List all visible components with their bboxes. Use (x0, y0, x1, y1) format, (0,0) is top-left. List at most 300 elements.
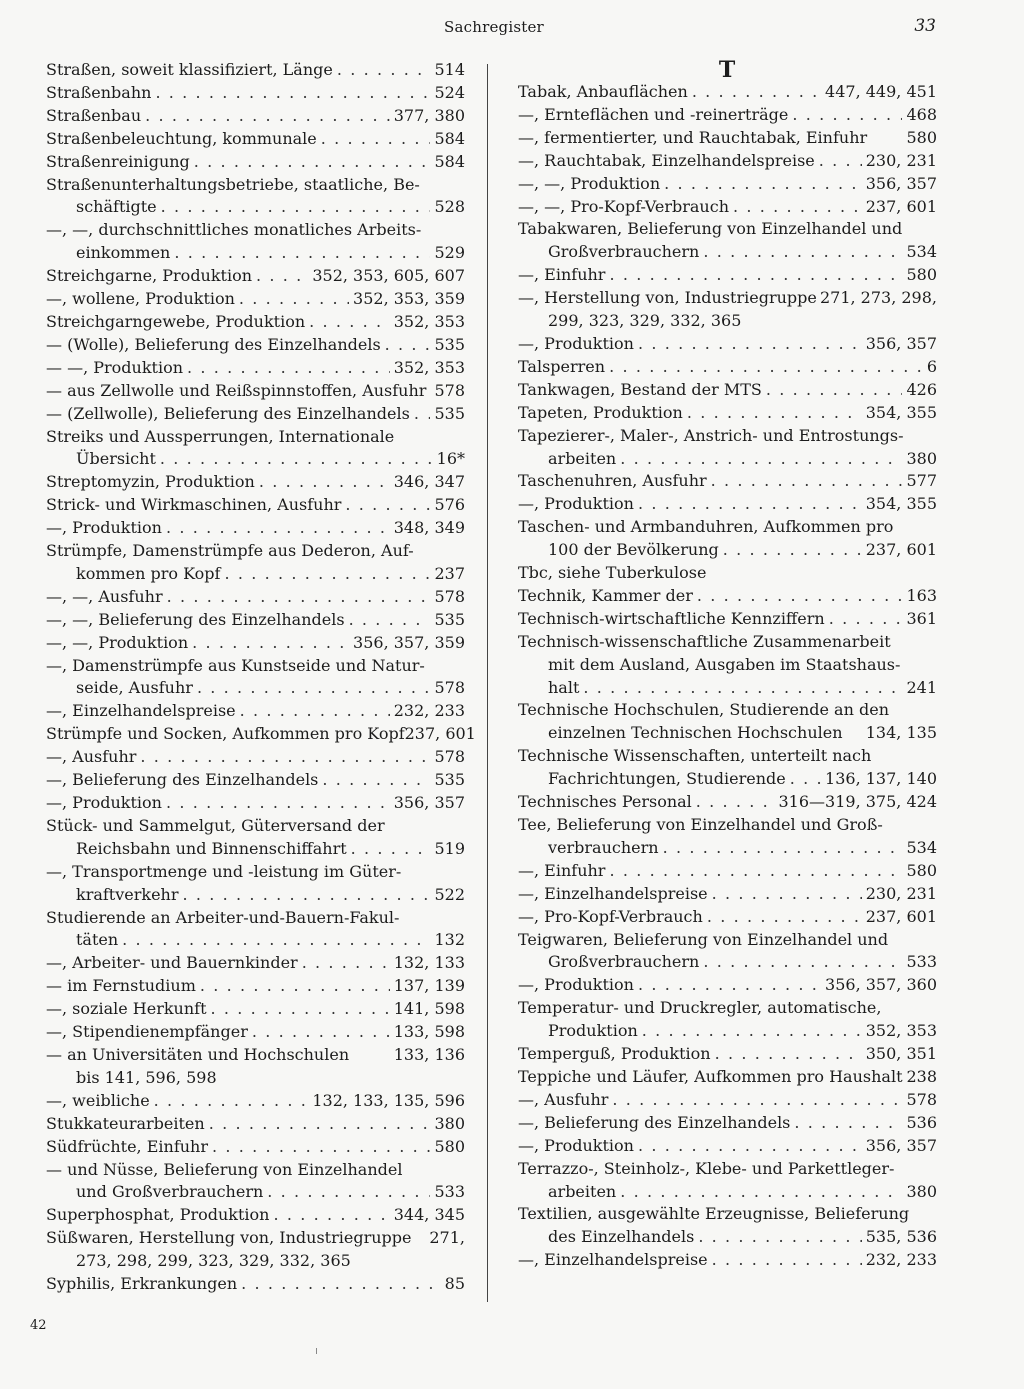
entry-term: —, Produktion (518, 975, 634, 995)
entry-term: —, —, Ausfuhr (46, 586, 163, 606)
entry-term: 273, 298, 299, 323, 329, 332, 365 (76, 1251, 351, 1271)
entry-term: Produktion (548, 1021, 638, 1041)
entry-pages: 535, 536 (865, 1227, 937, 1247)
leader-dots (663, 837, 903, 860)
entry-pages: 528 (434, 197, 465, 217)
leader-dots (224, 563, 430, 586)
index-entry (518, 860, 937, 883)
leader-dots (715, 1043, 862, 1066)
index-entry (518, 81, 937, 104)
entry-term: —, Produktion (46, 793, 162, 812)
leader-dots (790, 768, 821, 791)
index-entry (46, 357, 465, 380)
index-entry (46, 907, 465, 953)
leader-dots (321, 128, 431, 151)
entry-line (518, 608, 937, 631)
index-entry (46, 998, 465, 1021)
entry-pages: 576 (434, 495, 465, 515)
entry-term: des Einzelhandels (548, 1227, 695, 1247)
entry-pages: 134, 135 (865, 723, 937, 743)
entry-pages: 237, 601 (865, 196, 937, 216)
entry-line (46, 196, 465, 219)
entry-pages: 232, 233 (393, 701, 465, 721)
index-entry (46, 861, 465, 907)
entry-pages: 535 (434, 770, 465, 790)
leader-dots (273, 1204, 389, 1227)
entry-line (518, 104, 937, 127)
entry-pages: 580 (906, 127, 937, 147)
entry-line (518, 974, 937, 997)
index-entry (518, 470, 937, 493)
leader-dots (337, 59, 431, 82)
entry-line (46, 1021, 465, 1044)
leader-dots (200, 975, 390, 998)
entry-term: Technik, Kammer der (518, 585, 693, 605)
entry-line (46, 174, 465, 197)
entry-line (518, 1226, 937, 1249)
entry-term: Temperatur- und Druckregler, automatische, (518, 998, 882, 1018)
leader-dots (194, 151, 431, 174)
leader-dots (792, 104, 902, 127)
entry-pages: 356, 357 (865, 173, 937, 193)
leader-dots (642, 1020, 862, 1043)
entry-line (46, 769, 465, 792)
entry-line (518, 333, 937, 356)
index-entry (46, 792, 465, 815)
entry-term: —, Einzelhandelspreise (518, 883, 708, 903)
index-entry (518, 127, 937, 150)
index-entry (46, 288, 465, 311)
entry-term: schäftigte (76, 197, 157, 217)
leader-dots (302, 952, 390, 975)
entry-pages: 132 (434, 930, 465, 950)
entry-term: bis 141, 596, 598 (76, 1067, 217, 1087)
entry-term: Straßenreinigung (46, 151, 190, 171)
index-entry (46, 632, 465, 655)
index-entry (46, 1227, 465, 1273)
entry-pages: 271, 273, 298, (819, 288, 937, 308)
leader-dots (698, 1226, 861, 1249)
entry-term: — an Universitäten und Hochschulen (46, 1044, 350, 1064)
entry-pages: 136, 137, 140 (825, 769, 937, 789)
entry-pages: 356, 357 (865, 333, 937, 353)
leader-dots (166, 792, 390, 815)
entry-line (46, 265, 465, 288)
entry-term: Talsperren (518, 356, 606, 376)
leader-dots (183, 884, 431, 907)
entry-term: Technisches Personal (518, 792, 692, 812)
index-entry (518, 150, 937, 173)
entry-pages: 529 (434, 243, 465, 263)
entry-pages: 534 (906, 242, 937, 262)
entry-pages: 580 (434, 1136, 465, 1156)
entry-line (518, 997, 937, 1020)
entry-term: Terrazzo-, Steinholz-, Klebe- und Parkettleger- (518, 1158, 895, 1178)
entry-pages: 237, 601 (404, 724, 476, 744)
entry-term: Textilien, ausgewählte Erzeugnisse, Belieferung (518, 1204, 910, 1224)
index-entry (518, 287, 937, 333)
entry-pages: 237, 601 (865, 906, 937, 926)
entry-term: —, Einzelhandelspreise (518, 1250, 708, 1270)
entry-term: —, Einzelhandelspreise (46, 701, 236, 721)
index-entry (518, 608, 937, 631)
entry-line (518, 677, 937, 700)
entry-line (46, 1204, 465, 1227)
index-entry (46, 769, 465, 792)
index-entry (518, 402, 937, 425)
entry-pages: 133, 598 (393, 1022, 465, 1042)
entry-term: — (Zellwolle), Belieferung des Einzelhandels (46, 403, 410, 423)
entry-term: Technische Wissenschaften, unterteilt nach (518, 746, 872, 766)
index-entry (46, 265, 465, 288)
entry-pages: 578 (906, 1089, 937, 1109)
entry-pages: 163 (906, 585, 937, 605)
index-entry (46, 1044, 465, 1090)
entry-term: halt (548, 677, 580, 697)
entry-pages: 354, 355 (865, 494, 937, 514)
entry-line (46, 1044, 465, 1067)
entry-line (518, 173, 937, 196)
entry-line (46, 403, 465, 426)
entry-line (518, 470, 937, 493)
index-entry (46, 105, 465, 128)
entry-pages: 230, 231 (865, 150, 937, 170)
entry-term: Fachrichtungen, Studierende (548, 769, 786, 789)
entry-line (46, 746, 465, 769)
entry-term: Tapezierer-, Maler-, Anstrich- und Entrostungs- (518, 425, 904, 445)
entry-line (46, 311, 465, 334)
leader-dots (241, 1273, 441, 1296)
entry-line (518, 654, 937, 677)
entry-term: —, —, Belieferung des Einzelhandels (46, 609, 345, 629)
entry-line (46, 1227, 465, 1250)
leader-dots (256, 265, 308, 288)
entry-line (518, 699, 937, 722)
entry-term: Taschen- und Armbanduhren, Aufkommen pro (518, 517, 894, 537)
entry-line (46, 1159, 465, 1182)
index-entry (46, 975, 465, 998)
index-entry (518, 1135, 937, 1158)
leader-dots (140, 746, 430, 769)
entry-line (46, 219, 465, 242)
signature-number: 42 (30, 1318, 47, 1333)
index-entry (46, 586, 465, 609)
entry-line (518, 516, 937, 539)
entry-term: —, Pro-Kopf-Verbrauch (518, 906, 703, 926)
index-entry (518, 906, 937, 929)
entry-pages: 577 (906, 471, 937, 491)
entry-pages: 584 (434, 151, 465, 171)
entry-term: Temperguß, Produktion (518, 1044, 711, 1064)
entry-term: arbeiten (548, 448, 617, 468)
entry-line (46, 1067, 465, 1090)
entry-line (46, 288, 465, 311)
entry-term: täten (76, 930, 119, 950)
entry-term: mit dem Ausland, Ausgaben im Staatshaus- (548, 654, 901, 674)
entry-line (518, 493, 937, 516)
entry-term: Großverbrauchern (548, 242, 700, 262)
entry-line (46, 975, 465, 998)
entry-term: —, Herstellung von, Industriegruppe (518, 288, 817, 308)
index-entry (518, 997, 937, 1043)
entry-line (518, 379, 937, 402)
entry-line (46, 494, 465, 517)
entry-line (518, 768, 937, 791)
entry-line (518, 1158, 937, 1181)
entry-line (46, 907, 465, 930)
leader-dots (664, 173, 862, 196)
entry-term: —, Produktion (518, 494, 634, 514)
entry-term: Technisch-wirtschaftliche Kennziffern (518, 608, 825, 628)
leader-dots (712, 1249, 862, 1272)
entry-line (518, 448, 937, 471)
leader-dots (160, 448, 433, 471)
entry-term: —, weibliche (46, 1090, 150, 1110)
leader-dots (707, 906, 862, 929)
entry-pages: 377, 380 (393, 105, 465, 125)
index-entry (46, 494, 465, 517)
leader-dots (638, 333, 862, 356)
entry-pages: 137, 139 (393, 976, 465, 996)
entry-pages: 578 (434, 380, 465, 400)
entry-term: Streichgarne, Produktion (46, 266, 253, 286)
entry-pages: 361 (906, 608, 937, 628)
index-entry (518, 791, 937, 814)
entry-term: —, Belieferung des Einzelhandels (46, 770, 319, 790)
index-entry (518, 631, 937, 700)
entry-line (518, 837, 937, 860)
entry-pages: 85 (444, 1274, 465, 1294)
entry-line (46, 677, 465, 700)
entry-term: Technische Hochschulen, Studierende an den (518, 700, 889, 720)
leader-dots (209, 1113, 431, 1136)
entry-line (518, 150, 937, 173)
entry-line (518, 425, 937, 448)
entry-line (46, 540, 465, 563)
index-entry (46, 746, 465, 769)
entry-line (46, 815, 465, 838)
leader-dots (829, 608, 903, 631)
entry-line (46, 128, 465, 151)
entry-line (518, 585, 937, 608)
entry-line (46, 82, 465, 105)
entry-line (46, 998, 465, 1021)
entry-pages: 6 (926, 356, 937, 376)
leader-dots (583, 677, 902, 700)
entry-term: — aus Zellwolle und Reißspinnstoffen, Ausfuhr (46, 380, 427, 400)
leader-dots (351, 838, 431, 861)
entry-term: Stück- und Sammelgut, Güterversand der (46, 815, 385, 835)
leader-dots (349, 609, 431, 632)
index-entry (46, 128, 465, 151)
index-entry (518, 929, 937, 975)
entry-line (518, 1089, 937, 1112)
entry-term: Tbc, siehe Tuberkulose (518, 563, 707, 583)
leader-dots (609, 860, 902, 883)
leader-dots (609, 356, 923, 379)
entry-line (518, 562, 937, 585)
entry-term: Straßenbau (46, 105, 142, 125)
entry-pages: 578 (434, 678, 465, 698)
leader-dots (122, 929, 430, 952)
index-entry (518, 1249, 937, 1272)
entry-term: Studierende an Arbeiter-und-Bauern-Fakul- (46, 907, 400, 927)
index-entry (518, 974, 937, 997)
leader-dots (197, 677, 431, 700)
entry-line (46, 1273, 465, 1296)
entry-term: —, Rauchtabak, Einzelhandelspreise (518, 150, 815, 170)
entry-line (46, 448, 465, 471)
entry-pages: 132, 133, 135, 596 (312, 1090, 465, 1110)
entry-line (46, 242, 465, 265)
entry-line (518, 81, 937, 104)
entry-pages: 350, 351 (865, 1044, 937, 1064)
leader-dots (712, 883, 862, 906)
entry-line (46, 471, 465, 494)
entry-line (518, 1112, 937, 1135)
index-entry (518, 333, 937, 356)
entry-term: —, —, durchschnittliches monatliches Arbeits- (46, 220, 422, 240)
entry-pages: 536 (906, 1112, 937, 1132)
leader-dots (609, 264, 902, 287)
index-entry (46, 1204, 465, 1227)
entry-term: —, —, Produktion (46, 632, 189, 652)
index-entry (46, 1136, 465, 1159)
entry-line (46, 952, 465, 975)
entry-term: und Großverbrauchern (76, 1182, 264, 1202)
entry-term: kommen pro Kopf (76, 563, 221, 583)
leader-dots (385, 334, 431, 357)
entry-line (518, 264, 937, 287)
leader-dots (723, 539, 862, 562)
leader-dots (703, 241, 902, 264)
index-entry (46, 723, 476, 746)
entry-line (518, 402, 937, 425)
entry-term: Strümpfe und Socken, Aufkommen pro Kopf (46, 724, 405, 744)
index-entry (46, 426, 465, 472)
leader-dots (259, 471, 390, 494)
entry-line (518, 1181, 937, 1204)
leader-dots (212, 1136, 430, 1159)
entry-pages: 514 (434, 60, 465, 79)
entry-pages: 578 (434, 747, 465, 767)
entry-line (46, 700, 465, 723)
entry-term: —, Damenstrümpfe aus Kunstseide und Natur- (46, 655, 425, 675)
entry-pages: 352, 353, 359 (353, 289, 465, 309)
entry-line (46, 723, 476, 746)
index-entry (518, 516, 937, 562)
leader-dots (345, 494, 430, 517)
entry-line (46, 563, 465, 586)
entry-pages: 533 (434, 1182, 465, 1202)
entry-pages: 356, 357 (393, 793, 465, 812)
index-entry (518, 379, 937, 402)
entry-term: Taschenuhren, Ausfuhr (518, 471, 707, 491)
leader-dots (309, 311, 390, 334)
entry-pages: 356, 357, 359 (353, 632, 465, 652)
entry-line (46, 884, 465, 907)
entry-term: Straßenbahn (46, 82, 152, 102)
entry-term: Straßenbeleuchtung, kommunale (46, 128, 317, 148)
entry-term: einzelnen Technischen Hochschulen (548, 723, 843, 743)
entry-line (46, 609, 465, 632)
leader-dots (794, 1112, 902, 1135)
entry-line (46, 929, 465, 952)
entry-line (46, 838, 465, 861)
index-entry (46, 609, 465, 632)
entry-line (46, 59, 465, 82)
entry-line (518, 1020, 937, 1043)
index-entry (46, 700, 465, 723)
index-entry (518, 1066, 937, 1089)
entry-line (46, 517, 465, 540)
entry-pages: 533 (906, 952, 937, 972)
entry-term: Tankwagen, Bestand der MTS (518, 379, 762, 399)
leader-dots (322, 769, 430, 792)
entry-term: — und Nüsse, Belieferung von Einzelhandel (46, 1159, 403, 1179)
index-entry (518, 425, 937, 471)
entry-term: —, Transportmenge und -leistung im Güter- (46, 861, 402, 881)
entry-line (518, 860, 937, 883)
entry-pages: 133, 136 (393, 1044, 465, 1064)
entry-pages: 447, 449, 451 (825, 82, 937, 101)
entry-line (46, 792, 465, 815)
leader-dots (155, 82, 430, 105)
entry-term: einkommen (76, 243, 171, 263)
entry-term: —, —, Pro-Kopf-Verbrauch (518, 196, 729, 216)
leader-dots (267, 1181, 430, 1204)
entry-term: seide, Ausfuhr (76, 678, 193, 698)
entry-line (46, 105, 465, 128)
entry-pages: 271, (429, 1228, 465, 1248)
entry-line (46, 632, 465, 655)
leader-dots (711, 470, 903, 493)
leader-dots (819, 150, 862, 173)
leader-dots (703, 951, 902, 974)
index-entry (518, 218, 937, 264)
index-entry (518, 173, 937, 196)
entry-line (518, 1203, 937, 1226)
entry-pages: 356, 357, 360 (825, 975, 937, 995)
entry-pages: 426 (906, 379, 937, 399)
entry-term: Stukkateurarbeiten (46, 1113, 205, 1133)
leader-dots (240, 700, 390, 723)
entry-pages: 534 (906, 837, 937, 857)
entry-pages: 352, 353, 605, 607 (312, 266, 465, 286)
entry-pages: 241 (906, 677, 937, 697)
leader-dots (166, 517, 390, 540)
index-entry (518, 699, 937, 745)
index-entry (518, 585, 937, 608)
index-entry (46, 403, 465, 426)
column-divider (487, 64, 488, 1302)
index-entry (518, 356, 937, 379)
index-entry (46, 151, 465, 174)
index-entry (46, 334, 465, 357)
leader-dots (167, 586, 431, 609)
index-entry (518, 196, 937, 219)
entry-pages: 519 (434, 838, 465, 858)
entry-term: Superphosphat, Produktion (46, 1205, 270, 1225)
index-entry (46, 471, 465, 494)
page-number: 33 (914, 16, 936, 36)
entry-line (518, 791, 937, 814)
index-entry (46, 219, 465, 265)
entry-term: —, Ausfuhr (518, 1089, 609, 1109)
entry-term: —, Produktion (46, 518, 162, 538)
entry-term: —, Ausfuhr (46, 747, 137, 767)
leader-dots (638, 974, 821, 997)
